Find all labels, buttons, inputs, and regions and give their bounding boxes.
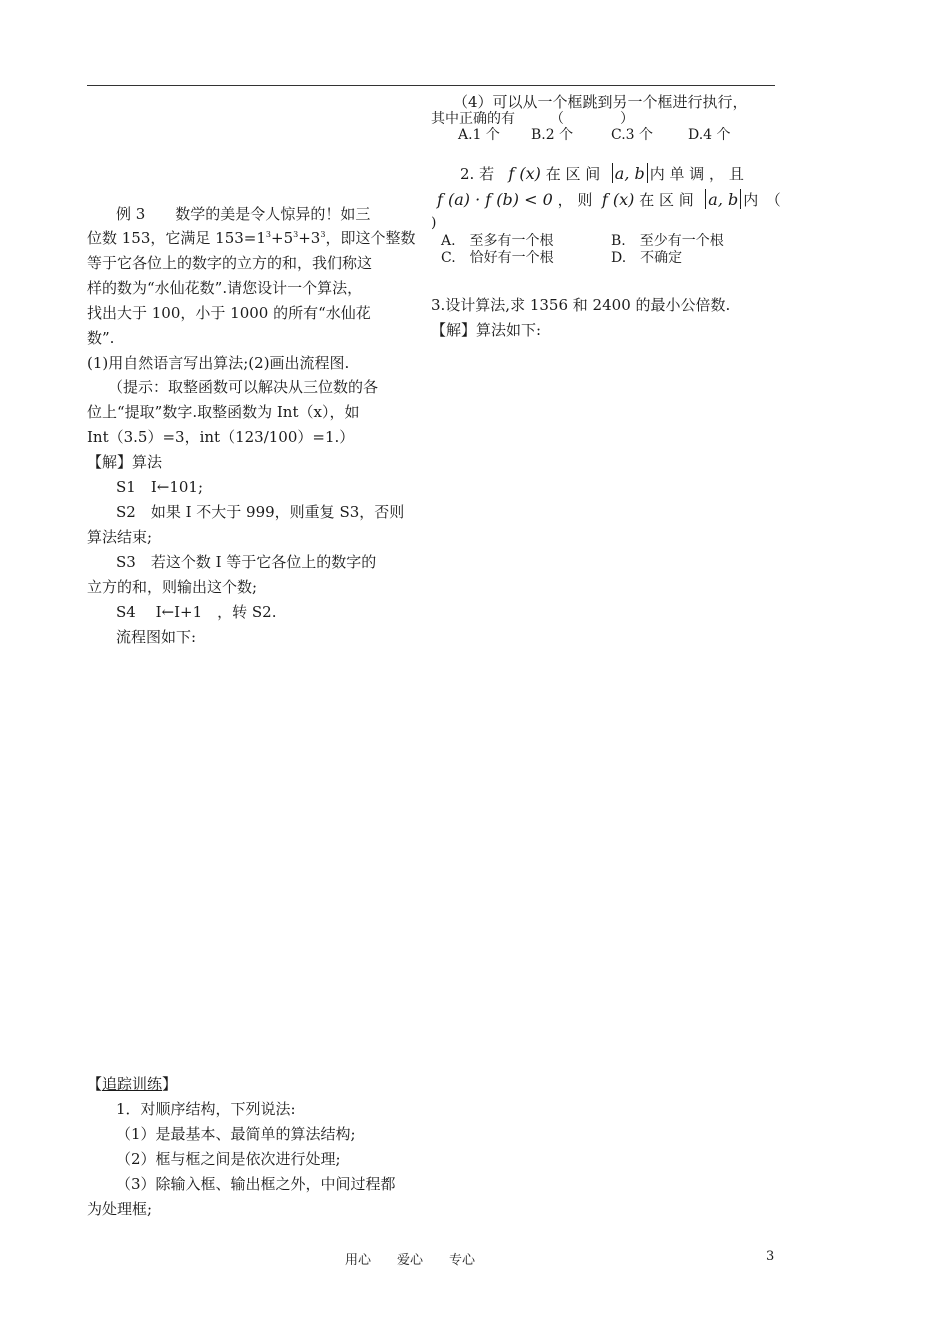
track-q1-item3-cont: 为处理框; xyxy=(87,1200,153,1218)
ex3-hint-2: 位上“提取”数字.取整函数为 Int（x），如 xyxy=(87,403,360,421)
footer-motto: 用心 爱心 专心 xyxy=(345,1253,476,1268)
ex3-step-s4: S4 I←I+1 ，转 S2. xyxy=(116,603,277,621)
q2-option-d: D. 不确定 xyxy=(611,250,683,266)
q1-option-d: D.4 个 xyxy=(688,127,731,143)
header-rule xyxy=(87,85,775,86)
q2-option-a: A. 至多有一个根 xyxy=(441,233,554,249)
ex3-line-3: 等于它各位上的数字的立方的和，我们称这 xyxy=(87,254,373,272)
ex3-hint-3: Int（3.5）=3，int（123/100）=1.） xyxy=(87,428,355,446)
ex3-step-s2: S2 如果 I 不大于 999，则重复 S3，否则 xyxy=(116,503,405,521)
q2-line-1: 2. 若 f (x) 在 区 间 a, b 内 单 调 ， 且 xyxy=(460,164,744,183)
ex3-step-s1: S1 I←101; xyxy=(116,478,203,496)
track-q1-item1: （1）是最基本、最简单的算法结构; xyxy=(116,1125,356,1143)
ex3-line-7: (1)用自然语言写出算法;(2)画出流程图. xyxy=(87,354,350,372)
q1-item4: （4）可以从一个框跳到另一个框进行执行， xyxy=(453,93,748,111)
track-q1-item2: （2）框与框之间是依次进行处理; xyxy=(116,1150,341,1168)
ex3-line-5: 找出大于 100，小于 1000 的所有“水仙花 xyxy=(87,304,371,322)
q3-text: 3.设计算法,求 1356 和 2400 的最小公倍数. xyxy=(431,296,731,314)
track-title: 【追踪训练】 xyxy=(87,1075,178,1093)
q1-option-b: B.2 个 xyxy=(531,127,574,143)
q1-ask: 其中正确的有 （ ） xyxy=(431,111,634,127)
q2-option-b: B. 至少有一个根 xyxy=(611,233,724,249)
ex3-line-4: 样的数为“水仙花数”.请您设计一个算法， xyxy=(87,279,363,297)
track-q1: 1．对顺序结构，下列说法: xyxy=(116,1100,296,1118)
q1-option-a: A.1 个 xyxy=(458,127,500,143)
ex3-step-s2-cont: 算法结束; xyxy=(87,528,153,546)
ex3-solution-title: 【解】算法 xyxy=(87,453,163,471)
ex3-step-s3: S3 若这个数 I 等于它各位上的数字的 xyxy=(116,553,377,571)
q2-option-c: C. 恰好有一个根 xyxy=(441,250,554,266)
q2-line-2: f (a) · f (b) < 0 ， 则 f (x) 在 区 间 a, b 内 （ xyxy=(437,190,781,209)
ex3-line-2: 位数 153，它满足 $153=1^3+5^3+3^3$，即这个整数 xyxy=(87,229,416,247)
ex3-line-1: 例 3 数学的美是令人惊异的！如三 xyxy=(116,205,371,223)
q2-close-paren: ) xyxy=(431,215,437,231)
q1-option-c: C.3 个 xyxy=(611,127,654,143)
ex3-hint-1: （提示：取整函数可以解决从三位数的各 xyxy=(108,378,379,396)
page-number: 3 xyxy=(766,1249,775,1264)
q3-solution-title: 【解】算法如下: xyxy=(431,321,542,339)
ex3-line-6: 数”. xyxy=(87,329,115,347)
ex3-step-s3-cont: 立方的和，则输出这个数; xyxy=(87,578,258,596)
track-q1-item3: （3）除输入框、输出框之外，中间过程都 xyxy=(116,1175,396,1193)
ex3-flowchart-note: 流程图如下: xyxy=(116,628,197,646)
